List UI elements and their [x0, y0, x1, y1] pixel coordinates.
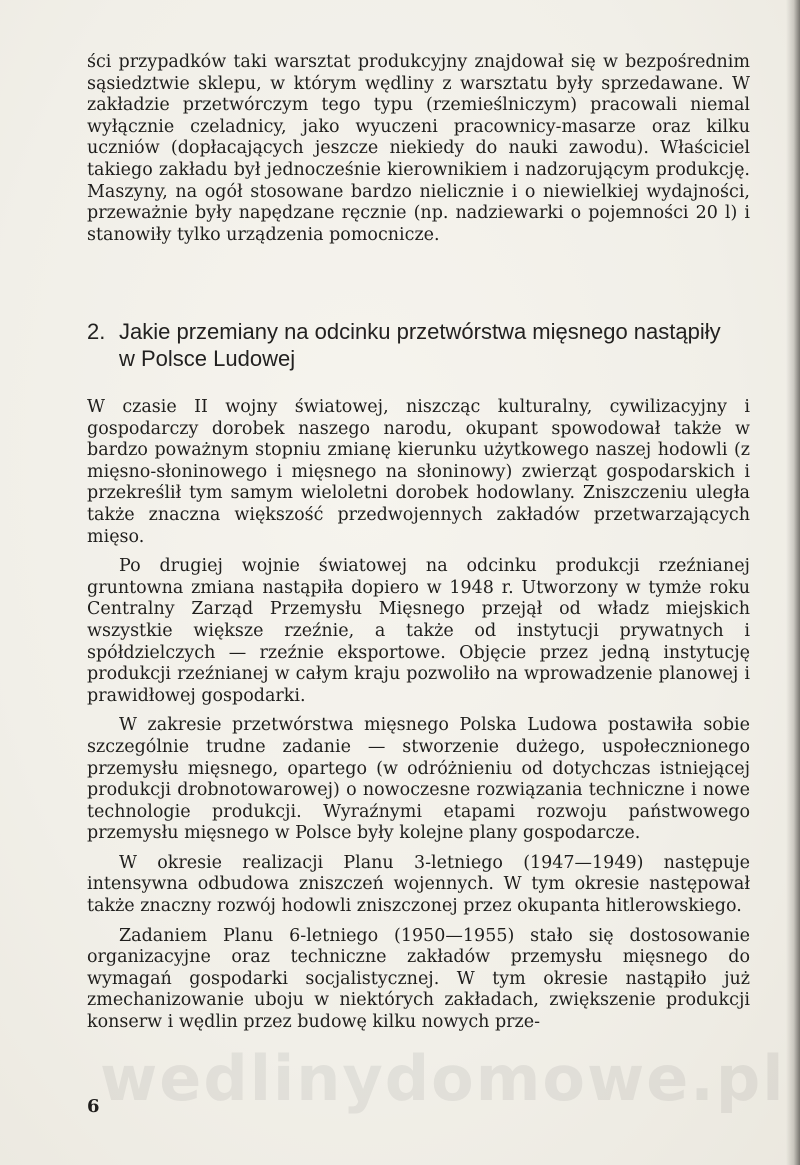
paragraph: W okresie realizacji Planu 3-letniego (1947—1949) następuje intensywna odbudowa zniszczeń wojennych. W tym okresie następował także znaczny rozwój hodowli zniszczonej przez okupanta hitlerowskiego. [87, 852, 750, 917]
paragraph: Po drugiej wojnie światowej na odcinku produkcji rzeźnianej gruntowna zmiana nastąpiła dopiero w 1948 r. Utworzony w tymże roku Centralny Zarząd Przemysłu Mięsnego przejął od władz miejskich wszystkie większe rzeźnie, a także od instytucji prywatnych i spółdzielczych — rzeźnie eksportowe. Objęcie przez jedną instytucję produkcji rzeźnianej w całym kraju pozwoliło na wprowadzenie planowej i prawidłowej gospodarki. [87, 556, 750, 706]
section-title: Jakie przemiany na odcinku przetwórstwa mięsnego nastąpiły w Polsce Ludowej [119, 319, 721, 371]
paragraph: W czasie II wojny światowej, niszcząc kulturalny, cywilizacyjny i gospodarczy dorobek naszego narodu, okupant spowodował także w bardzo poważnym stopniu zmianę kierunku użytkowego naszej hodowli (z mięsno-słoninowego i mięsnego na słoninowy) zwierząt gospodarskich i przekreślił tym samym wieloletni dorobek hodowlany. Zniszczeniu uległa także znaczna większość przedwojennych zakładów przetwarzających mięso. [87, 397, 750, 547]
book-spine-shadow [786, 0, 800, 1165]
section-body [87, 397, 750, 1042]
paragraph: W zakresie przetwórstwa mięsnego Polska Ludowa postawiła sobie szczególnie trudne zadanie — stworzenie dużego, uspołecznionego przemysłu mięsnego, opartego (w odróżnieniu od dotychczas istniejącej produkcji drobnotowarowej) o nowoczesne rozwiązania techniczne i nowe technologie produkcji. Wyraźnymi etapami rozwoju państwowego przemysłu mięsnego w Polsce były kolejne plany gospodarcze. [87, 715, 750, 844]
paragraph: Zadaniem Planu 6-letniego (1950—1955) stało się dostosowanie organizacyjne oraz techniczne zakładów przemysłu mięsnego do wymagań gospodarki socjalistycznej. W tym okresie nastąpiło już zmechanizowanie uboju w niektórych zakładach, zwiększenie produkcji konserw i wędlin przez budowę kilku nowych prze- [87, 925, 750, 1033]
section-number: 2. [87, 319, 106, 344]
paragraph-intro: ści przypadków taki warsztat produkcyjny znajdował się w bezpośrednim sąsiedztwie sklepu, w którym wędliny z warsztatu były sprzedawane. W zakładzie przetwórczym tego typu (rzemieślniczym) pracowali niemal wyłącznie czeladnicy, jako wyuczeni pracownicy-masarze oraz kilku uczniów (dopłacających jeszcze niekiedy do nauki zawodu). Właściciel takiego zakładu był jednocześnie kierownikiem i nadzorującym produkcję. Maszyny, na ogół stosowane bardzo nielicznie i o niewielkiej wydajności, przeważnie były napędzane ręcznie (np. nadziewarki o pojemności 20 l) i stanowiły tylko urządzenia pomocnicze. [87, 52, 750, 245]
watermark: wedlinydomowe.pl [100, 1042, 786, 1115]
page-number: 6 [87, 1096, 100, 1117]
section-heading [87, 318, 750, 372]
